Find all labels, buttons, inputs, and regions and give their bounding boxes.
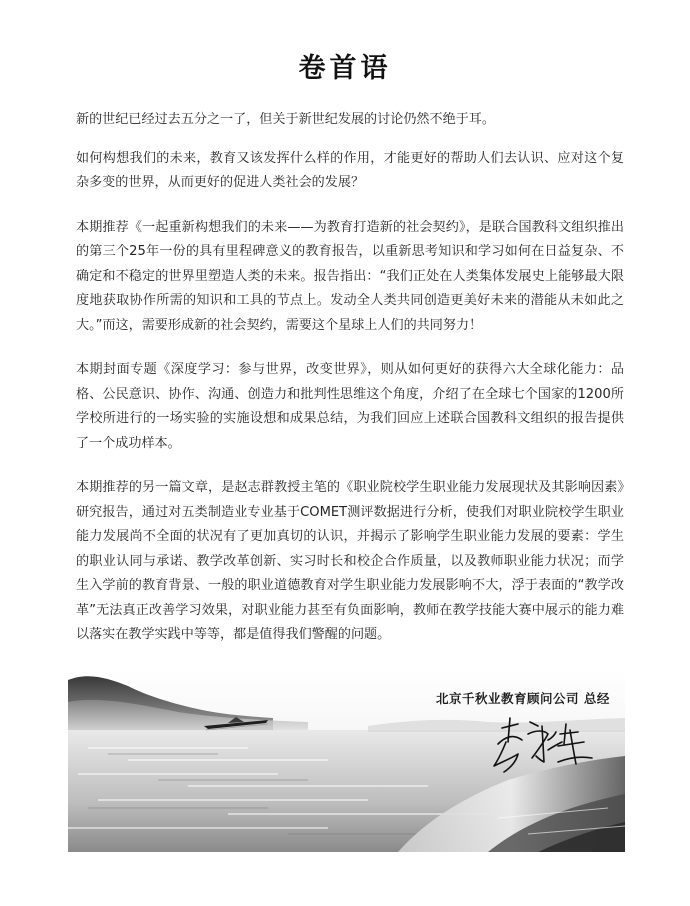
paragraph-1: 新的世纪已经过去五分之一了，但关于新世纪发展的讨论仍然不绝于耳。 (76, 112, 495, 127)
handwritten-signature (488, 714, 598, 774)
paragraph-5: 本期推荐的另一篇文章，是赵志群教授主笔的《职业院校学生职业能力发展现状及其影响因素》研究报告，通过对五类制造业专业基于COMET测评数据进行分析，使我们对职业院校学生职业能力发展尚不全面的状况有了更加真切的认识，并揭示了影响学生职业能力发展的要素：学生的职业认同与承诺、教学改革创新、实习时长和校企合作质量，以及教师职业能力状况；而学生入学前的教育背景、一般的职业道德教育对学生职业能力发展影响不大，浮于表面的“教学改革”无法真正改善学习效果，对职业能力甚至有负面影响，教师在教学技能大赛中展示的能力难以落实在教学实践中等等，都是值得我们警醒的问题。 (76, 480, 624, 642)
editorial-body (76, 108, 624, 712)
paragraph-2: 如何构想我们的未来，教育又该发挥什么样的作用，才能更好的帮助人们去认识、应对这个复杂多变的世界，从而更好的促进人类社会的发展？ (76, 150, 624, 190)
signature-organization: 北京千秋业教育顾问公司 总经 (436, 691, 610, 706)
paragraph-3: 本期推荐《一起重新构想我们的未来——为教育打造新的社会契约》，是联合国教科文组织推出的第三个25年一份的具有里程碑意义的教育报告，以重新思考知识和学习如何在日益复杂、不确定和不稳定的世界里塑造人类的未来。报告指出：“我们正处在人类集体发展史上能够最大限度地获取协作所需的知识和工具的节点上。发动全人类共同创造更美好未来的潜能从未如此之大。”而这，需要形成新的社会契约，需要这个星球上人们的共同努力！ (76, 219, 624, 333)
paragraph-4: 本期封面专题《深度学习：参与世界，改变世界》，则从如何更好的获得六大全球化能力：品格、公民意识、协作、沟通、创造力和批判性思维这个角度，介绍了在全球七个国家的1200所学校所进行的一场实验的实施设想和成果总结，为我们回应上述联合国教科文组织的报告提供了一个成功样本。 (76, 362, 624, 451)
page-title: 卷首语 (298, 53, 392, 84)
signature-icon (488, 714, 598, 774)
